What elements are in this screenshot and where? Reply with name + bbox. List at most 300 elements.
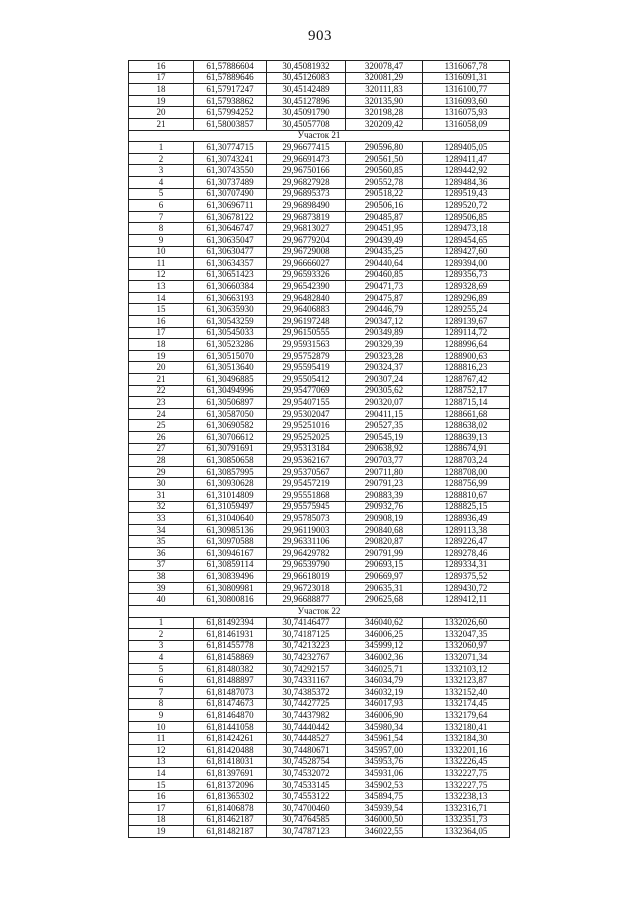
table-row — [129, 513, 510, 525]
latitude-cell: 61,81365302 — [194, 791, 267, 803]
longitude-cell: 29,95595419 — [267, 362, 346, 374]
latitude-cell: 61,81464870 — [194, 710, 267, 722]
table-row — [129, 698, 510, 710]
latitude-cell: 61,30545033 — [194, 327, 267, 339]
point-number-cell: 23 — [129, 397, 194, 409]
longitude-cell: 30,74700460 — [267, 803, 346, 815]
point-number-cell: 17 — [129, 803, 194, 815]
x-coordinate-cell: 290460,85 — [346, 269, 423, 281]
y-coordinate-cell: 1289411,47 — [423, 153, 510, 165]
point-number-cell: 11 — [129, 258, 194, 270]
x-coordinate-cell: 320135,90 — [346, 95, 423, 107]
point-number-cell: 38 — [129, 571, 194, 583]
y-coordinate-cell: 1289375,52 — [423, 571, 510, 583]
point-number-cell: 20 — [129, 362, 194, 374]
longitude-cell: 30,74213223 — [267, 640, 346, 652]
table-row — [129, 269, 510, 281]
longitude-cell: 30,74187125 — [267, 629, 346, 641]
x-coordinate-cell: 290485,87 — [346, 211, 423, 223]
latitude-cell: 61,57917247 — [194, 84, 267, 96]
latitude-cell: 61,30800816 — [194, 594, 267, 606]
latitude-cell: 61,31059497 — [194, 501, 267, 513]
latitude-cell: 61,30985136 — [194, 524, 267, 536]
longitude-cell: 29,95457219 — [267, 478, 346, 490]
latitude-cell: 61,57994252 — [194, 107, 267, 119]
x-coordinate-cell: 346006,25 — [346, 629, 423, 641]
point-number-cell: 19 — [129, 95, 194, 107]
y-coordinate-cell: 1332364,05 — [423, 826, 510, 838]
x-coordinate-cell: 290693,15 — [346, 559, 423, 571]
x-coordinate-cell: 290791,23 — [346, 478, 423, 490]
y-coordinate-cell: 1332180,41 — [423, 721, 510, 733]
x-coordinate-cell: 290446,79 — [346, 304, 423, 316]
x-coordinate-cell: 290908,19 — [346, 513, 423, 525]
longitude-cell: 29,95370567 — [267, 466, 346, 478]
longitude-cell: 29,96827928 — [267, 176, 346, 188]
table-row — [129, 61, 510, 73]
latitude-cell: 61,30651423 — [194, 269, 267, 281]
longitude-cell: 30,74331167 — [267, 675, 346, 687]
y-coordinate-cell: 1289328,69 — [423, 281, 510, 293]
point-number-cell: 8 — [129, 223, 194, 235]
longitude-cell: 29,96119003 — [267, 524, 346, 536]
x-coordinate-cell: 290596,80 — [346, 142, 423, 154]
x-coordinate-cell: 290329,39 — [346, 339, 423, 351]
y-coordinate-cell: 1332071,34 — [423, 652, 510, 664]
point-number-cell: 21 — [129, 374, 194, 386]
longitude-cell: 29,96779204 — [267, 234, 346, 246]
table-row — [129, 339, 510, 351]
x-coordinate-cell: 290669,97 — [346, 571, 423, 583]
longitude-cell: 29,96813027 — [267, 223, 346, 235]
longitude-cell: 30,74448527 — [267, 733, 346, 745]
longitude-cell: 30,74427725 — [267, 698, 346, 710]
table-row — [129, 501, 510, 513]
latitude-cell: 61,30690582 — [194, 420, 267, 432]
y-coordinate-cell: 1288638,02 — [423, 420, 510, 432]
point-number-cell: 14 — [129, 768, 194, 780]
point-number-cell: 19 — [129, 350, 194, 362]
point-number-cell: 27 — [129, 443, 194, 455]
y-coordinate-cell: 1289484,36 — [423, 176, 510, 188]
y-coordinate-cell: 1288936,49 — [423, 513, 510, 525]
longitude-cell: 29,96688877 — [267, 594, 346, 606]
table-row — [129, 582, 510, 594]
y-coordinate-cell: 1288756,99 — [423, 478, 510, 490]
longitude-cell: 29,96898490 — [267, 200, 346, 212]
point-number-cell: 5 — [129, 188, 194, 200]
y-coordinate-cell: 1289506,85 — [423, 211, 510, 223]
y-coordinate-cell: 1289356,73 — [423, 269, 510, 281]
table-row — [129, 524, 510, 536]
point-number-cell: 37 — [129, 559, 194, 571]
x-coordinate-cell: 290439,49 — [346, 234, 423, 246]
y-coordinate-cell: 1288715,14 — [423, 397, 510, 409]
longitude-cell: 30,74553122 — [267, 791, 346, 803]
y-coordinate-cell: 1289113,38 — [423, 524, 510, 536]
point-number-cell: 34 — [129, 524, 194, 536]
x-coordinate-cell: 290711,80 — [346, 466, 423, 478]
table-row — [129, 397, 510, 409]
y-coordinate-cell: 1332123,87 — [423, 675, 510, 687]
y-coordinate-cell: 1316075,93 — [423, 107, 510, 119]
longitude-cell: 30,45091790 — [267, 107, 346, 119]
table-row — [129, 768, 510, 780]
x-coordinate-cell: 290307,24 — [346, 374, 423, 386]
point-number-cell: 16 — [129, 791, 194, 803]
section-title: Участок 21 — [129, 130, 510, 142]
latitude-cell: 61,81420488 — [194, 745, 267, 757]
point-number-cell: 14 — [129, 292, 194, 304]
longitude-cell: 30,74764585 — [267, 814, 346, 826]
table-row — [129, 489, 510, 501]
x-coordinate-cell: 346034,79 — [346, 675, 423, 687]
x-coordinate-cell: 290703,77 — [346, 455, 423, 467]
point-number-cell: 4 — [129, 652, 194, 664]
longitude-cell: 29,95477069 — [267, 385, 346, 397]
y-coordinate-cell: 1288816,23 — [423, 362, 510, 374]
table-row — [129, 663, 510, 675]
latitude-cell: 61,81474673 — [194, 698, 267, 710]
x-coordinate-cell: 346040,62 — [346, 617, 423, 629]
table-row — [129, 721, 510, 733]
latitude-cell: 61,81492394 — [194, 617, 267, 629]
latitude-cell: 61,30494996 — [194, 385, 267, 397]
y-coordinate-cell: 1332316,71 — [423, 803, 510, 815]
x-coordinate-cell: 346000,50 — [346, 814, 423, 826]
latitude-cell: 61,30791691 — [194, 443, 267, 455]
x-coordinate-cell: 290932,76 — [346, 501, 423, 513]
y-coordinate-cell: 1289442,92 — [423, 165, 510, 177]
longitude-cell: 30,74440442 — [267, 721, 346, 733]
point-number-cell: 21 — [129, 118, 194, 130]
longitude-cell: 29,95575945 — [267, 501, 346, 513]
y-coordinate-cell: 1288661,68 — [423, 408, 510, 420]
table-row — [129, 246, 510, 258]
table-row — [129, 118, 510, 130]
longitude-cell: 29,96429782 — [267, 547, 346, 559]
table-row — [129, 594, 510, 606]
x-coordinate-cell: 320081,29 — [346, 72, 423, 84]
y-coordinate-cell: 1332152,40 — [423, 687, 510, 699]
table-row — [129, 350, 510, 362]
latitude-cell: 61,81462187 — [194, 814, 267, 826]
x-coordinate-cell: 320111,83 — [346, 84, 423, 96]
x-coordinate-cell: 290883,39 — [346, 489, 423, 501]
latitude-cell: 61,81372096 — [194, 779, 267, 791]
table-row — [129, 443, 510, 455]
longitude-cell: 29,95551868 — [267, 489, 346, 501]
longitude-cell: 30,45127896 — [267, 95, 346, 107]
x-coordinate-cell: 290323,28 — [346, 350, 423, 362]
table-row — [129, 803, 510, 815]
y-coordinate-cell: 1288639,13 — [423, 432, 510, 444]
point-number-cell: 1 — [129, 617, 194, 629]
point-number-cell: 17 — [129, 72, 194, 84]
coordinates-table-body — [129, 61, 510, 838]
latitude-cell: 61,30850658 — [194, 455, 267, 467]
latitude-cell: 61,30857995 — [194, 466, 267, 478]
x-coordinate-cell: 290506,16 — [346, 200, 423, 212]
y-coordinate-cell: 1289114,72 — [423, 327, 510, 339]
x-coordinate-cell: 290518,22 — [346, 188, 423, 200]
longitude-cell: 30,45057708 — [267, 118, 346, 130]
x-coordinate-cell: 290840,68 — [346, 524, 423, 536]
table-row — [129, 675, 510, 687]
point-number-cell: 33 — [129, 513, 194, 525]
y-coordinate-cell: 1332227,75 — [423, 768, 510, 780]
point-number-cell: 32 — [129, 501, 194, 513]
table-row — [129, 316, 510, 328]
point-number-cell: 13 — [129, 281, 194, 293]
table-row — [129, 327, 510, 339]
y-coordinate-cell: 1289520,72 — [423, 200, 510, 212]
latitude-cell: 61,30634357 — [194, 258, 267, 270]
longitude-cell: 30,45126083 — [267, 72, 346, 84]
point-number-cell: 10 — [129, 246, 194, 258]
latitude-cell: 61,30706612 — [194, 432, 267, 444]
x-coordinate-cell: 320198,28 — [346, 107, 423, 119]
x-coordinate-cell: 346025,71 — [346, 663, 423, 675]
y-coordinate-cell: 1332103,12 — [423, 663, 510, 675]
point-number-cell: 7 — [129, 211, 194, 223]
table-row — [129, 733, 510, 745]
x-coordinate-cell: 290347,12 — [346, 316, 423, 328]
longitude-cell: 29,96482840 — [267, 292, 346, 304]
latitude-cell: 61,30506897 — [194, 397, 267, 409]
longitude-cell: 29,96677415 — [267, 142, 346, 154]
point-number-cell: 31 — [129, 489, 194, 501]
y-coordinate-cell: 1289405,05 — [423, 142, 510, 154]
point-number-cell: 4 — [129, 176, 194, 188]
latitude-cell: 61,30743241 — [194, 153, 267, 165]
table-row — [129, 84, 510, 96]
y-coordinate-cell: 1288674,91 — [423, 443, 510, 455]
x-coordinate-cell: 290545,19 — [346, 432, 423, 444]
point-number-cell: 40 — [129, 594, 194, 606]
x-coordinate-cell: 345953,76 — [346, 756, 423, 768]
latitude-cell: 61,30663193 — [194, 292, 267, 304]
table-row — [129, 629, 510, 641]
latitude-cell: 61,30743550 — [194, 165, 267, 177]
longitude-cell: 30,45081932 — [267, 61, 346, 73]
longitude-cell: 29,96723018 — [267, 582, 346, 594]
y-coordinate-cell: 1289427,60 — [423, 246, 510, 258]
table-row — [129, 432, 510, 444]
longitude-cell: 29,96197248 — [267, 316, 346, 328]
latitude-cell: 61,81455778 — [194, 640, 267, 652]
latitude-cell: 61,57938862 — [194, 95, 267, 107]
table-row — [129, 756, 510, 768]
point-number-cell: 18 — [129, 84, 194, 96]
y-coordinate-cell: 1332179,64 — [423, 710, 510, 722]
y-coordinate-cell: 1289454,65 — [423, 234, 510, 246]
y-coordinate-cell: 1288825,15 — [423, 501, 510, 513]
section-header-row — [129, 130, 510, 142]
x-coordinate-cell: 290451,95 — [346, 223, 423, 235]
latitude-cell: 61,30774715 — [194, 142, 267, 154]
y-coordinate-cell: 1332226,45 — [423, 756, 510, 768]
table-row — [129, 72, 510, 84]
point-number-cell: 29 — [129, 466, 194, 478]
table-row — [129, 547, 510, 559]
longitude-cell: 29,95785073 — [267, 513, 346, 525]
latitude-cell: 61,30635930 — [194, 304, 267, 316]
longitude-cell: 29,95251016 — [267, 420, 346, 432]
x-coordinate-cell: 346032,19 — [346, 687, 423, 699]
table-row — [129, 420, 510, 432]
longitude-cell: 29,96406883 — [267, 304, 346, 316]
y-coordinate-cell: 1288996,64 — [423, 339, 510, 351]
table-row — [129, 652, 510, 664]
longitude-cell: 30,74232767 — [267, 652, 346, 664]
y-coordinate-cell: 1332238,13 — [423, 791, 510, 803]
y-coordinate-cell: 1289226,47 — [423, 536, 510, 548]
longitude-cell: 29,96618019 — [267, 571, 346, 583]
longitude-cell: 29,96729008 — [267, 246, 346, 258]
longitude-cell: 29,96691473 — [267, 153, 346, 165]
point-number-cell: 6 — [129, 675, 194, 687]
latitude-cell: 61,30839496 — [194, 571, 267, 583]
x-coordinate-cell: 345980,34 — [346, 721, 423, 733]
table-row — [129, 142, 510, 154]
y-coordinate-cell: 1289296,89 — [423, 292, 510, 304]
point-number-cell: 22 — [129, 385, 194, 397]
y-coordinate-cell: 1289255,24 — [423, 304, 510, 316]
y-coordinate-cell: 1289278,46 — [423, 547, 510, 559]
longitude-cell: 29,96895373 — [267, 188, 346, 200]
y-coordinate-cell: 1316058,09 — [423, 118, 510, 130]
latitude-cell: 61,30946167 — [194, 547, 267, 559]
x-coordinate-cell: 345957,00 — [346, 745, 423, 757]
x-coordinate-cell: 320078,47 — [346, 61, 423, 73]
longitude-cell: 29,95752879 — [267, 350, 346, 362]
x-coordinate-cell: 345894,75 — [346, 791, 423, 803]
longitude-cell: 29,96873819 — [267, 211, 346, 223]
latitude-cell: 61,81424261 — [194, 733, 267, 745]
x-coordinate-cell: 290638,92 — [346, 443, 423, 455]
longitude-cell: 29,96666027 — [267, 258, 346, 270]
table-row — [129, 165, 510, 177]
latitude-cell: 61,81482187 — [194, 826, 267, 838]
coordinates-table — [128, 60, 510, 838]
latitude-cell: 61,81487073 — [194, 687, 267, 699]
latitude-cell: 61,81488897 — [194, 675, 267, 687]
table-row — [129, 478, 510, 490]
table-row — [129, 466, 510, 478]
x-coordinate-cell: 346022,55 — [346, 826, 423, 838]
point-number-cell: 7 — [129, 687, 194, 699]
y-coordinate-cell: 1288767,42 — [423, 374, 510, 386]
table-row — [129, 455, 510, 467]
longitude-cell: 29,96539790 — [267, 559, 346, 571]
point-number-cell: 12 — [129, 269, 194, 281]
y-coordinate-cell: 1289473,18 — [423, 223, 510, 235]
table-row — [129, 814, 510, 826]
latitude-cell: 61,30630477 — [194, 246, 267, 258]
table-row — [129, 188, 510, 200]
latitude-cell: 61,81418031 — [194, 756, 267, 768]
y-coordinate-cell: 1332201,16 — [423, 745, 510, 757]
x-coordinate-cell: 345939,54 — [346, 803, 423, 815]
latitude-cell: 61,81458869 — [194, 652, 267, 664]
latitude-cell: 61,30587050 — [194, 408, 267, 420]
latitude-cell: 61,30635047 — [194, 234, 267, 246]
y-coordinate-cell: 1289334,31 — [423, 559, 510, 571]
point-number-cell: 30 — [129, 478, 194, 490]
y-coordinate-cell: 1288708,00 — [423, 466, 510, 478]
latitude-cell: 61,81461931 — [194, 629, 267, 641]
longitude-cell: 30,74787123 — [267, 826, 346, 838]
y-coordinate-cell: 1289412,11 — [423, 594, 510, 606]
table-row — [129, 826, 510, 838]
table-row — [129, 223, 510, 235]
longitude-cell: 29,95302047 — [267, 408, 346, 420]
y-coordinate-cell: 1289519,43 — [423, 188, 510, 200]
y-coordinate-cell: 1332060,97 — [423, 640, 510, 652]
y-coordinate-cell: 1332047,35 — [423, 629, 510, 641]
point-number-cell: 3 — [129, 640, 194, 652]
point-number-cell: 16 — [129, 316, 194, 328]
table-row — [129, 362, 510, 374]
point-number-cell: 18 — [129, 339, 194, 351]
point-number-cell: 9 — [129, 710, 194, 722]
point-number-cell: 16 — [129, 61, 194, 73]
point-number-cell: 13 — [129, 756, 194, 768]
x-coordinate-cell: 290475,87 — [346, 292, 423, 304]
longitude-cell: 29,95931563 — [267, 339, 346, 351]
point-number-cell: 15 — [129, 304, 194, 316]
table-row — [129, 571, 510, 583]
point-number-cell: 8 — [129, 698, 194, 710]
x-coordinate-cell: 290791,99 — [346, 547, 423, 559]
latitude-cell: 61,31014809 — [194, 489, 267, 501]
point-number-cell: 1 — [129, 142, 194, 154]
y-coordinate-cell: 1332184,30 — [423, 733, 510, 745]
latitude-cell: 61,30809981 — [194, 582, 267, 594]
longitude-cell: 30,74292157 — [267, 663, 346, 675]
point-number-cell: 28 — [129, 455, 194, 467]
longitude-cell: 29,96331106 — [267, 536, 346, 548]
point-number-cell: 2 — [129, 629, 194, 641]
x-coordinate-cell: 290552,78 — [346, 176, 423, 188]
x-coordinate-cell: 290320,07 — [346, 397, 423, 409]
point-number-cell: 11 — [129, 733, 194, 745]
longitude-cell: 29,96593326 — [267, 269, 346, 281]
y-coordinate-cell: 1288810,67 — [423, 489, 510, 501]
latitude-cell: 61,30707490 — [194, 188, 267, 200]
point-number-cell: 25 — [129, 420, 194, 432]
table-row — [129, 408, 510, 420]
latitude-cell: 61,30660384 — [194, 281, 267, 293]
latitude-cell: 61,81406878 — [194, 803, 267, 815]
table-row — [129, 211, 510, 223]
latitude-cell: 61,30513640 — [194, 362, 267, 374]
longitude-cell: 30,74385372 — [267, 687, 346, 699]
y-coordinate-cell: 1289430,72 — [423, 582, 510, 594]
table-row — [129, 385, 510, 397]
point-number-cell: 35 — [129, 536, 194, 548]
table-row — [129, 200, 510, 212]
x-coordinate-cell: 290625,68 — [346, 594, 423, 606]
point-number-cell: 9 — [129, 234, 194, 246]
latitude-cell: 61,31040640 — [194, 513, 267, 525]
table-row — [129, 536, 510, 548]
page-number: 903 — [308, 28, 332, 44]
point-number-cell: 18 — [129, 814, 194, 826]
longitude-cell: 30,45142489 — [267, 84, 346, 96]
point-number-cell: 6 — [129, 200, 194, 212]
